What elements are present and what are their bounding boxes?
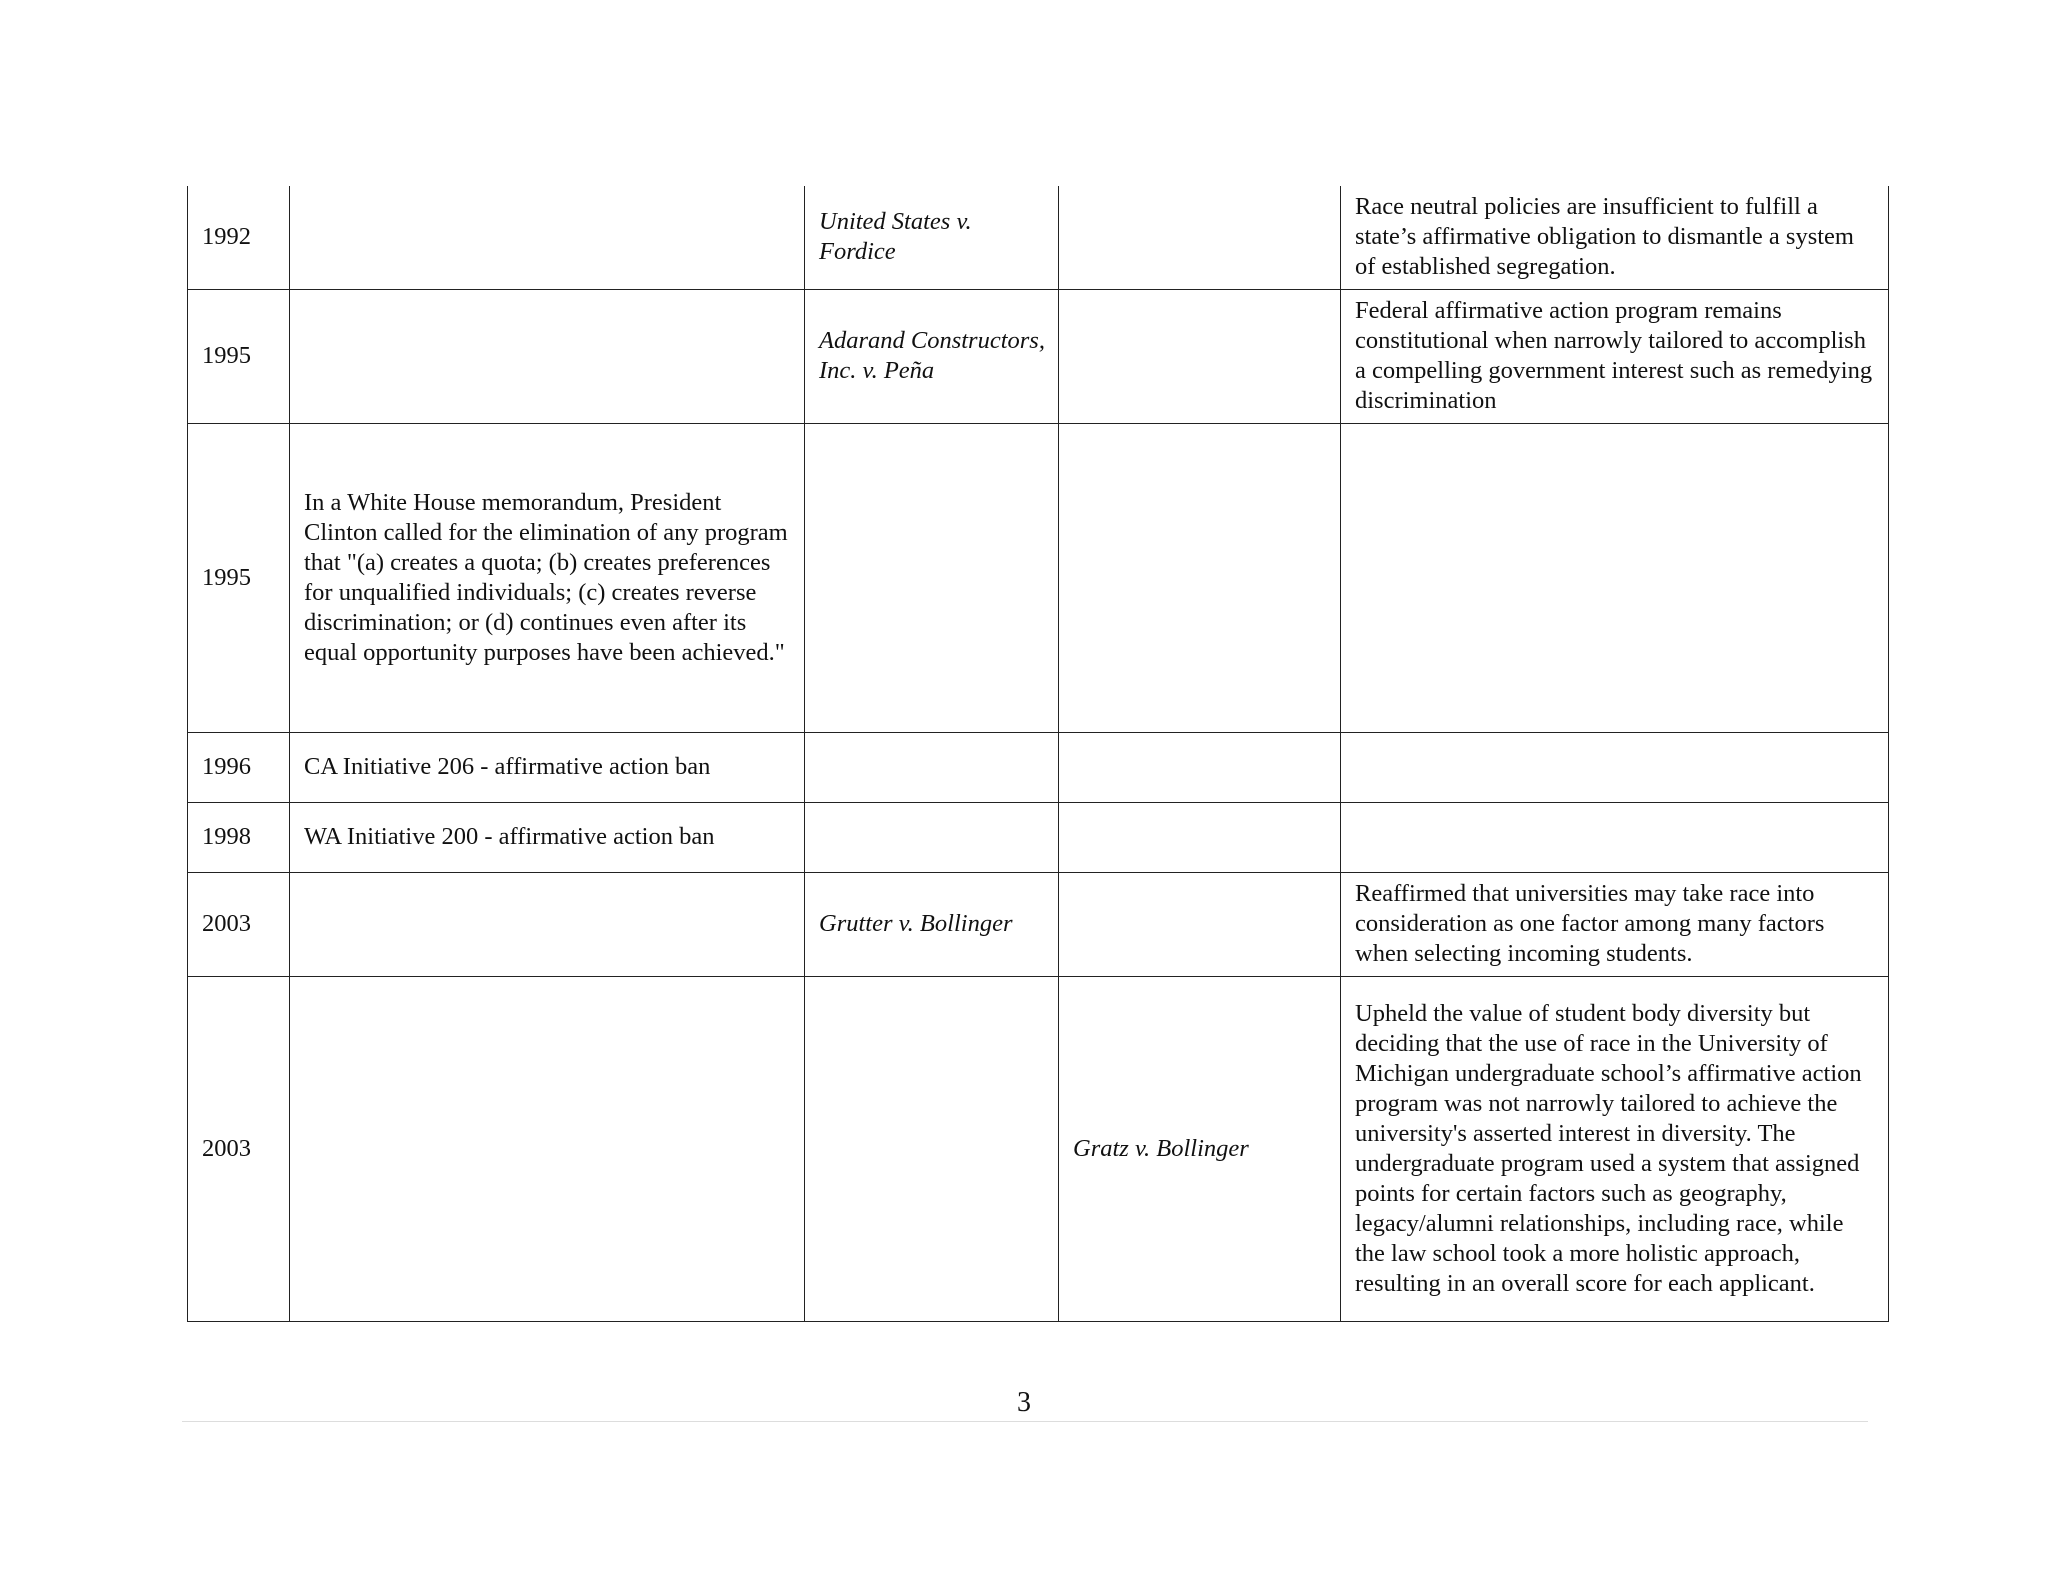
timeline-table xyxy=(187,186,1889,1322)
holding-cell: Race neutral policies are insufficient to fulfill a state’s affirmative obligation to dismantle a system of established segregation. xyxy=(1341,186,1889,289)
year-cell: 1995 xyxy=(188,289,290,423)
case-cell-secondary xyxy=(1059,732,1341,802)
table-row xyxy=(188,423,1889,732)
event-cell xyxy=(290,289,805,423)
case-cell xyxy=(805,976,1059,1321)
case-cell-secondary: Gratz v. Bollinger xyxy=(1059,976,1341,1321)
case-cell xyxy=(805,423,1059,732)
event-cell xyxy=(290,976,805,1321)
table-row xyxy=(188,872,1889,976)
table-row xyxy=(188,732,1889,802)
event-cell xyxy=(290,872,805,976)
case-cell-secondary xyxy=(1059,186,1341,289)
case-cell xyxy=(805,802,1059,872)
table-row xyxy=(188,186,1889,289)
footer-divider xyxy=(182,1421,1868,1422)
case-cell-secondary xyxy=(1059,289,1341,423)
event-cell xyxy=(290,186,805,289)
table-row xyxy=(188,976,1889,1321)
case-cell-secondary xyxy=(1059,423,1341,732)
holding-cell xyxy=(1341,802,1889,872)
event-cell: CA Initiative 206 - affirmative action ban xyxy=(290,732,805,802)
year-cell: 2003 xyxy=(188,872,290,976)
table-row xyxy=(188,289,1889,423)
event-cell: WA Initiative 200 - affirmative action ban xyxy=(290,802,805,872)
case-cell: United States v. Fordice xyxy=(805,186,1059,289)
year-cell: 1995 xyxy=(188,423,290,732)
holding-cell: Reaffirmed that universities may take race into consideration as one factor among many factors when selecting incoming students. xyxy=(1341,872,1889,976)
holding-cell: Federal affirmative action program remains constitutional when narrowly tailored to accomplish a compelling government interest such as remedying discrimination xyxy=(1341,289,1889,423)
table-row xyxy=(188,802,1889,872)
page-number: 3 xyxy=(1017,1387,1031,1418)
year-cell: 2003 xyxy=(188,976,290,1321)
case-cell: Adarand Constructors, Inc. v. Peña xyxy=(805,289,1059,423)
year-cell: 1996 xyxy=(188,732,290,802)
case-cell-secondary xyxy=(1059,872,1341,976)
case-cell-secondary xyxy=(1059,802,1341,872)
holding-cell: Upheld the value of student body diversity but deciding that the use of race in the University of Michigan undergraduate school’s affirmative action program was not narrowly tailored to achieve the university's asserted interest in diversity. The undergraduate program used a system that assigned points for certain factors such as geography, legacy/alumni relationships, including race, while the law school took a more holistic approach, resulting in an overall score for each applicant. xyxy=(1341,976,1889,1321)
event-cell: In a White House memorandum, President Clinton called for the elimination of any program that "(a) creates a quota; (b) creates preferences for unqualified individuals; (c) creates reverse discrimination; or (d) continues even after its equal opportunity purposes have been achieved." xyxy=(290,423,805,732)
year-cell: 1998 xyxy=(188,802,290,872)
holding-cell xyxy=(1341,732,1889,802)
case-cell: Grutter v. Bollinger xyxy=(805,872,1059,976)
year-cell: 1992 xyxy=(188,186,290,289)
holding-cell xyxy=(1341,423,1889,732)
case-cell xyxy=(805,732,1059,802)
